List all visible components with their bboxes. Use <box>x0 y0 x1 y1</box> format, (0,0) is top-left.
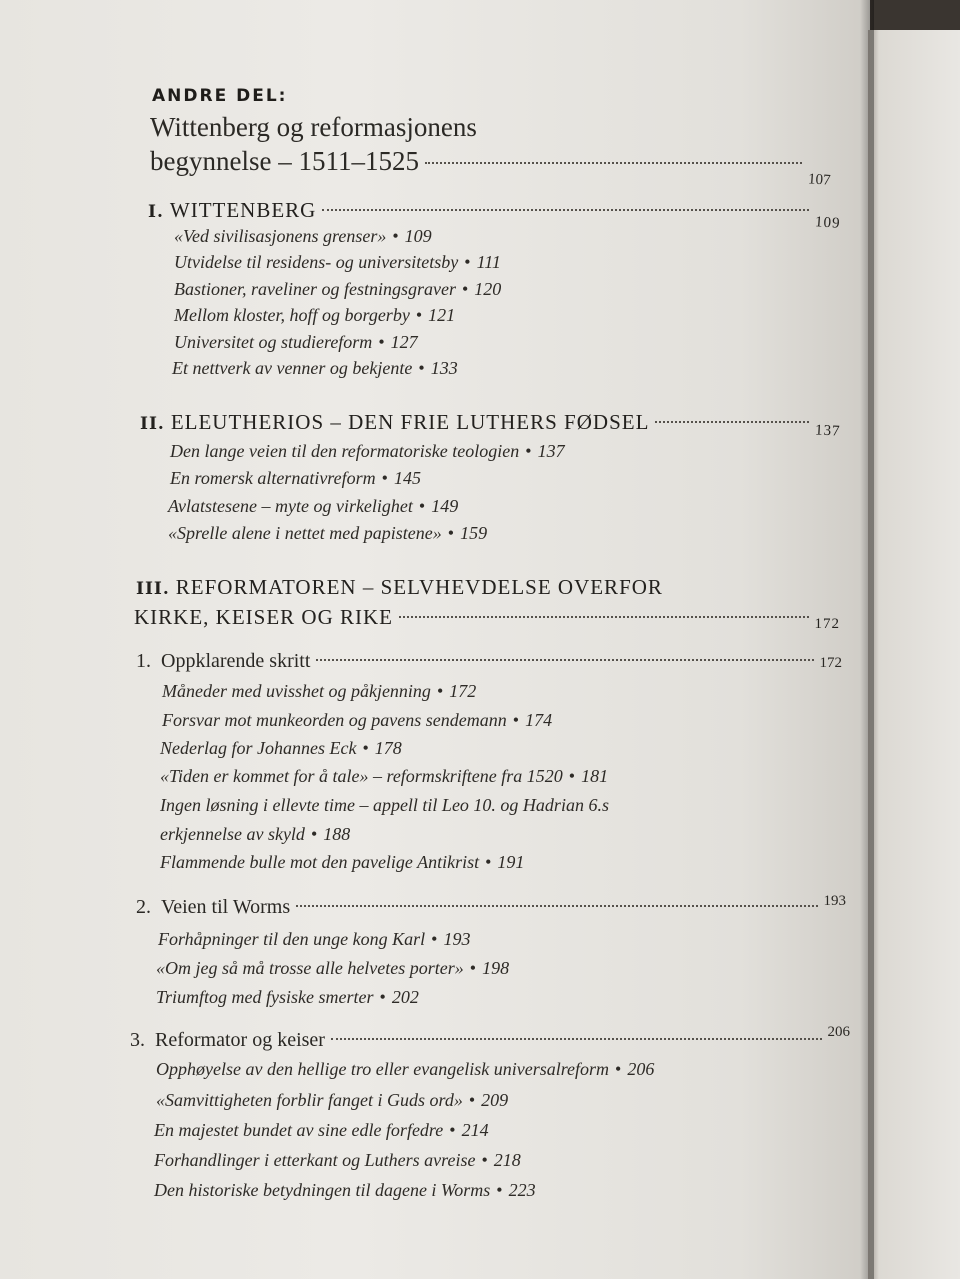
dot-leader <box>655 421 808 423</box>
section-title: Oppklarende skritt <box>161 650 311 672</box>
toc-entry: Flammende bulle mot den pavelige Antikrist • 191 <box>160 852 525 872</box>
section-1-heading <box>136 650 842 673</box>
dot-leader <box>331 1038 822 1040</box>
section-number: 1. <box>136 650 151 672</box>
chapter-page-number: 172 <box>814 616 840 632</box>
toc-entry: Opphøyelse av den hellige tro eller evangelisk universalreform • 206 <box>156 1059 655 1079</box>
section-page-number: 206 <box>827 1024 850 1040</box>
dot-leader <box>316 659 813 661</box>
toc-entry: Forhåpninger til den unge kong Karl • 193 <box>158 929 471 949</box>
chapter-title: WITTENBERG <box>169 198 317 222</box>
section-3-heading <box>130 1024 850 1052</box>
part-label: ANDRE DEL: <box>152 86 288 106</box>
toc-entry: «Samvittigheten forblir fanget i Guds ord» • 209 <box>156 1090 509 1110</box>
toc-entry: Mellom kloster, hoff og borgerby • 121 <box>174 305 456 325</box>
toc-entry: Universitet og studiereform • 127 <box>174 332 418 352</box>
part-title-line1: Wittenberg og reformasjonens <box>150 112 477 142</box>
toc-entry: Den lange veien til den reformatoriske teologien • 137 <box>170 441 565 461</box>
chapter-1-heading <box>148 198 841 232</box>
dot-leader <box>322 209 808 211</box>
chapter-3-heading <box>136 575 663 600</box>
part-title-line2: begynnelse – 1511–1525 <box>150 146 419 176</box>
part-page-number: 107 <box>806 171 831 189</box>
chapter-title: ELEUTHERIOS – DEN FRIE LUTHERS FØDSEL <box>170 410 650 434</box>
dot-leader <box>296 905 817 907</box>
toc-entry: Bastioner, raveliner og festningsgraver • 120 <box>174 279 502 299</box>
chapter-3-heading-line2 <box>134 605 840 630</box>
chapter-number: I. <box>148 202 164 222</box>
section-number: 2. <box>136 896 151 918</box>
toc-entry: «Sprelle alene i nettet med papistene» • 159 <box>168 523 488 543</box>
toc-entry: Utvidelse til residens- og universitetsby • 111 <box>174 252 501 272</box>
next-page-edge <box>868 30 960 1279</box>
toc-entry: Forhandlinger i etterkant og Luthers avreise • 218 <box>154 1150 521 1170</box>
section-page-number: 193 <box>823 893 846 909</box>
toc-entry: Avlatstesene – myte og virkelighet • 149 <box>168 496 459 516</box>
part-title <box>150 110 831 189</box>
section-2-heading <box>136 893 846 919</box>
chapter-title-line2: KIRKE, KEISER OG RIKE <box>134 605 393 629</box>
chapter-2-heading <box>140 410 841 440</box>
toc-entry: «Om jeg så må trosse alle helvetes porter» • 198 <box>156 958 510 978</box>
toc-entry: Nederlag for Johannes Eck • 178 <box>160 738 402 758</box>
chapter-page-number: 109 <box>814 214 841 232</box>
toc-entry: Den historiske betydningen til dagene i Worms • 223 <box>154 1180 536 1200</box>
toc-entry: En romersk alternativreform • 145 <box>170 468 421 488</box>
toc-entry: Forsvar mot munkeorden og pavens sendemann • 174 <box>162 710 553 730</box>
toc-entry: erkjennelse av skyld • 188 <box>160 824 351 844</box>
toc-entry: Et nettverk av venner og bekjente • 133 <box>172 358 458 378</box>
dot-leader <box>399 616 809 618</box>
toc-entry: En majestet bundet av sine edle forfedre • 214 <box>154 1120 489 1140</box>
section-number: 3. <box>130 1029 145 1051</box>
toc-entry: Måneder med uvisshet og påkjenning • 172 <box>162 681 477 701</box>
toc-entry: «Tiden er kommet for å tale» – reformskriftene fra 1520 • 181 <box>160 766 609 786</box>
chapter-number: III. <box>136 579 170 599</box>
section-title: Veien til Worms <box>161 896 291 918</box>
chapter-number: II. <box>140 414 165 434</box>
chapter-title-line1: REFORMATOREN – SELVHEVDELSE OVERFOR <box>175 575 663 599</box>
toc-entry: Ingen løsning i ellevte time – appell til Leo 10. og Hadrian 6.s <box>160 795 609 815</box>
section-title: Reformator og keiser <box>155 1029 325 1051</box>
toc-entry: «Ved sivilisasjonens grenser» • 109 <box>174 226 432 246</box>
toc-entry: Triumftog med fysiske smerter • 202 <box>156 987 419 1007</box>
dot-leader <box>425 162 802 164</box>
chapter-page-number: 137 <box>814 422 841 440</box>
section-page-number: 172 <box>819 655 842 671</box>
